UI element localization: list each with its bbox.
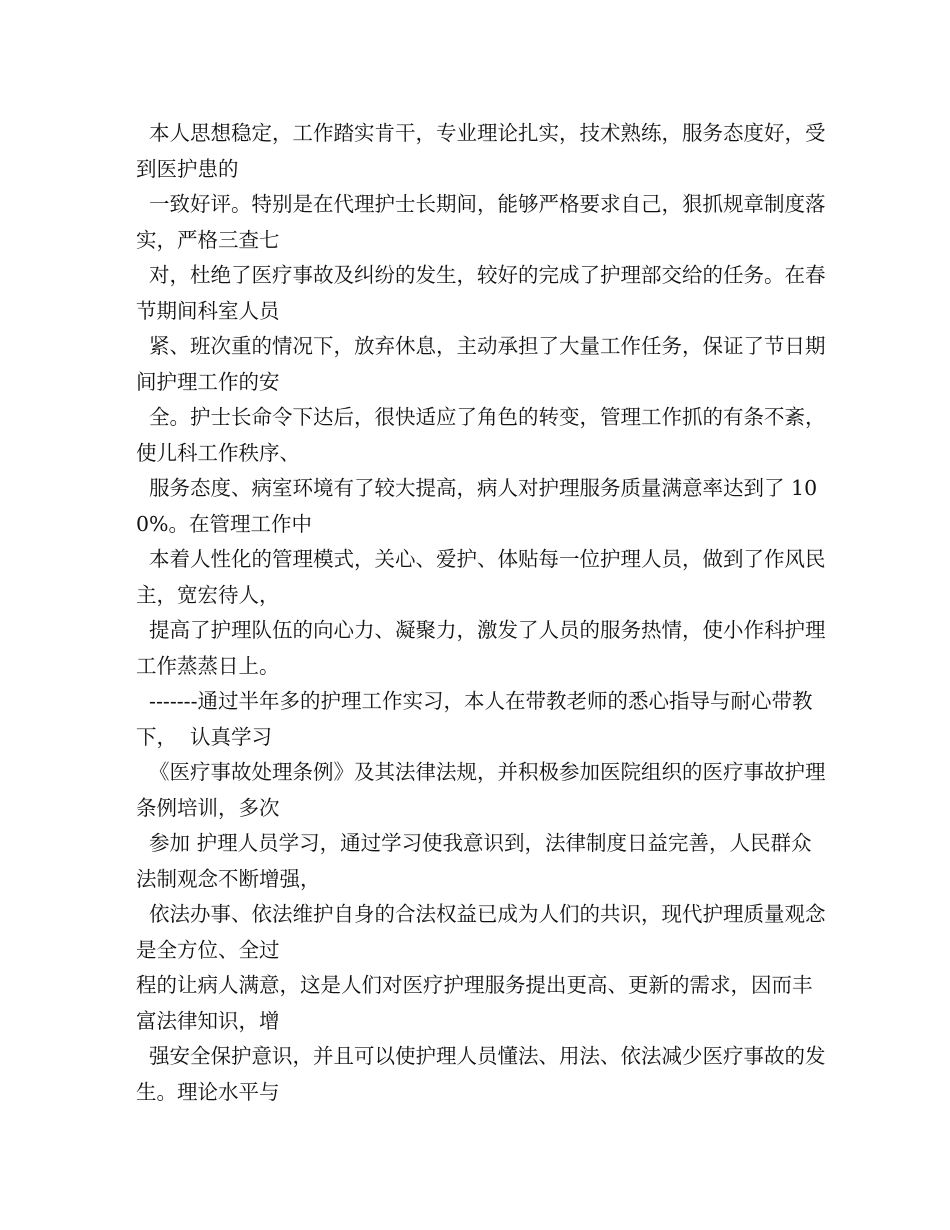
text-line: 《医疗事故处理条例》及其法律法规，并积极参加医院组织的医疗事故护理条例培训，多次 xyxy=(136,760,826,820)
text-line: 强安全保护意识，并且可以使护理人员懂法、用法、依法减少医疗事故的发生。理论水平与 xyxy=(136,1044,826,1104)
text-line: 服务态度、病室环境有了较大提高，病人对护理服务质量满意率达到了 100%。在管理工作中 xyxy=(136,476,818,536)
text-line: 参加 护理人员学习，通过学习使我意识到，法律制度日益完善，人民群众法制观念不断增强， xyxy=(136,831,812,891)
text-line: 对，杜绝了医疗事故及纠纷的发生，较好的完成了护理部交给的任务。在春节期间科室人员 xyxy=(136,263,826,323)
text-line: 本着人性化的管理模式，关心、爱护、体贴每一位护理人员，做到了作风民主，宽宏待人， xyxy=(136,547,826,607)
text-line: 紧、班次重的情况下，放弃休息，主动承担了大量工作任务，保证了节日期间护理工作的安 xyxy=(136,334,826,394)
text-line: 一致好评。特别是在代理护士长期间，能够严格要求自己，狠抓规章制度落实，严格三查七 xyxy=(136,192,826,252)
text-line: -------通过半年多的护理工作实习，本人在带教老师的悉心指导与耐心带教下， 认真学习 xyxy=(136,689,813,749)
text-line: 本人思想稳定，工作踏实肯干，专业理论扎实，技术熟练，服务态度好，受到医护患的 xyxy=(136,121,826,181)
text-line: 全。护士长命令下达后，很快适应了角色的转变，管理工作抓的有条不紊，使儿科工作秩序、 xyxy=(136,405,826,465)
text-line: 提高了护理队伍的向心力、凝聚力，激发了人员的服务热情，使小作科护理工作蒸蒸日上。 xyxy=(136,618,826,678)
text-line: 依法办事、依法维护自身的合法权益已成为人们的共识，现代护理质量观念是全方位、全过 xyxy=(136,902,826,962)
text-line: 程的让病人满意，这是人们对医疗护理服务提出更高、更新的需求，因而丰富法律知识，增 xyxy=(136,973,813,1033)
